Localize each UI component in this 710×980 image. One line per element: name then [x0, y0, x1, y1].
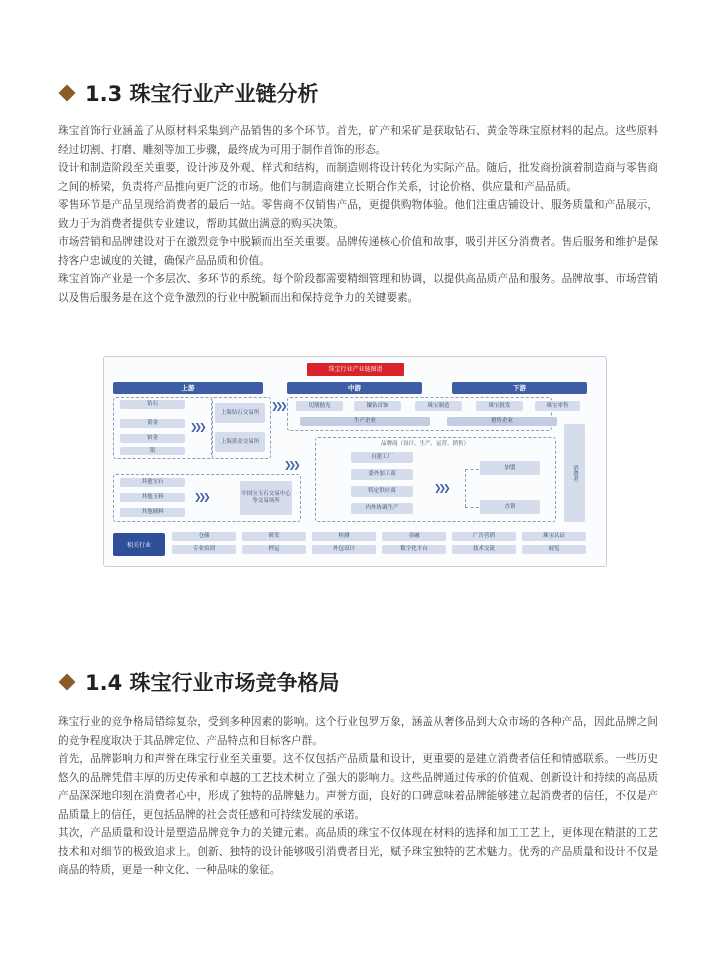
paragraph: 零售环节是产品呈现给消费者的最后一站。零售商不仅销售产品，更提供购物体验。他们注重店铺设计、服务质量和产品展示，致力于为消费者提供专业建议，帮助其做出满意的购买决策。 [58, 199, 658, 230]
paragraph: 市场营销和品牌建设对于在激烈竞争中脱颖而出至关重要。品牌传递核心价值和故事，吸引并区分消费者。售后服务和维护是保持客户忠诚度的关键，确保产品品质和价值。 [58, 236, 658, 267]
cell-direct-sales: 直销 [480, 500, 540, 514]
stage-midstream: 中游 [287, 382, 422, 394]
cell-gold: 黄金 [120, 419, 185, 428]
cell-shanghai-gold-exchange: 上海黄金交易所 [215, 432, 265, 452]
connector-line [465, 469, 479, 470]
cell-own-factory: 自建工厂 [351, 452, 413, 463]
section-1-4-title: 1.4 珠宝行业市场竞争格局 [85, 671, 340, 695]
section-1-3-body [58, 122, 658, 307]
cell-consumer: 消费者 [564, 424, 585, 522]
cell-escort: 押运 [242, 545, 306, 554]
cell-jewelry-wholesale: 珠宝批发 [476, 401, 523, 411]
diagram-title: 珠宝行业产业链图谱 [307, 363, 404, 376]
cell-other-gems: 其他宝石 [120, 478, 185, 487]
cell-advertising: 广告营销 [452, 532, 516, 541]
cell-cutting-polishing: 切割抛光 [296, 401, 343, 411]
cell-franchise: 加盟 [480, 461, 540, 475]
cell-rnd: 研发 [242, 532, 306, 541]
cell-outsourced-processor: 委外加工商 [351, 469, 413, 480]
section-1-4-heading [58, 667, 340, 697]
arrow-icon: ❯❯❯ [271, 402, 285, 412]
cell-exhibition: 展览 [522, 545, 586, 554]
arrow-icon: ❯❯❯ [194, 493, 208, 503]
cell-shanghai-diamond-exchange: 上海钻石交易所 [215, 403, 265, 423]
arrow-icon: ❯❯❯ [284, 461, 298, 471]
cell-production-enterprise: 生产企业 [300, 417, 430, 426]
connector-line [465, 469, 466, 507]
cell-coordinated-production: 内外协调生产 [351, 503, 413, 514]
section-1-3-heading [58, 78, 319, 108]
section-1-3-title: 1.3 珠宝行业产业链分析 [85, 82, 319, 106]
stage-downstream: 下游 [452, 382, 587, 394]
cell-platinum: 铂金 [120, 434, 185, 443]
stage-upstream: 上游 [113, 382, 263, 394]
cell-gem-trading-center: 中国宝玉石交易中心等交易场所 [240, 481, 292, 515]
cell-diamond: 钻石 [120, 400, 185, 409]
paragraph: 珠宝首饰产业是一个多层次、多环节的系统。每个阶段都需要精细管理和协调，以提供高品质产品和服务。品牌故事、市场营销以及售后服务是在这个竞争激烈的行业中脱颖而出和保持竞争力的关键要素。 [58, 273, 658, 304]
arrow-icon: ❯❯❯ [190, 423, 204, 433]
connector-line [465, 507, 479, 508]
cell-digital-platform: 数字化平台 [382, 545, 446, 554]
paragraph: 珠宝首饰行业涵盖了从原材料采集到产品销售的多个环节。首先，矿产和采矿是获取钻石、黄金等珠宝原材料的起点。这些原料经过切割、打磨、雕刻等加工步骤，最终成为可用于制作首饰的形态。 [58, 125, 658, 156]
cell-inlaid-jewelry: 镶钻首饰 [354, 401, 401, 411]
cell-professional-training: 专业培训 [172, 545, 236, 554]
paragraph: 设计和制造阶段至关重要，设计涉及外观、样式和结构，而制造则将设计转化为实际产品。随后，批发商扮演着制造商与零售商之间的桥梁，负责将产品推向更广泛的市场。他们与制造商建立长期合作关系，讨论价格、供应量和产品品质。 [58, 162, 658, 193]
paragraph: 珠宝行业的竞争格局错综复杂，受到多种因素的影响。这个行业包罗万象，涵盖从奢侈品到大众市场的各种产品，因此品牌之间的竞争程度取决于其品牌定位、产品特点和目标客户群。 [58, 716, 658, 747]
cell-jewelry-retail: 珠宝零售 [535, 401, 580, 411]
arrow-icon: ❯❯❯ [434, 484, 448, 494]
cell-tech-exchange: 技术交流 [452, 545, 516, 554]
cell-specific-supplier: 特定供应商 [351, 486, 413, 497]
cell-testing: 检测 [312, 532, 376, 541]
brand-label: 品牌商（设计、生产、运营、销售） [380, 441, 469, 447]
cell-jewelry-certification: 珠宝认证 [522, 532, 586, 541]
cell-other-jade: 其他玉料 [120, 493, 185, 502]
paragraph: 其次，产品质量和设计是塑造品牌竞争力的关键元素。高品质的珠宝不仅体现在材料的选择和加工工艺上，更体现在精湛的工艺技术和对细节的极致追求上。创新、独特的设计能够吸引消费者目光，赋予珠宝独特的艺术魅力。优秀的产品质量和设计不仅是商品的特质，更是一种文化、一种品味的象征。 [58, 827, 658, 876]
related-industries-label: 相关行业 [113, 533, 165, 556]
industry-chain-diagram [103, 356, 607, 567]
cell-warehousing: 仓储 [172, 532, 236, 541]
cell-finance: 金融 [382, 532, 446, 541]
section-1-4-body [58, 713, 658, 880]
diamond-bullet-icon [59, 85, 76, 102]
paragraph: 首先，品牌影响力和声誉在珠宝行业至关重要。这不仅包括产品质量和设计，更重要的是建立消费者信任和情感联系。一些历史悠久的品牌凭借丰厚的历史传承和卓越的工艺技术树立了强大的影响力。这些品牌通过传承的价值观、创新设计和持续的高品质产品深深地印刻在消费者心中，形成了独特的品牌魅力。声誉方面，良好的口碑意味着品牌能够建立起消费者的信任，不仅是产品质量上的信任，更包括品牌的社会责任感和可持续发展的承诺。 [58, 753, 658, 821]
diamond-bullet-icon [59, 674, 76, 691]
cell-other-accessories: 其他辅料 [120, 508, 185, 517]
cell-jewelry-manufacturing: 珠宝制造 [415, 401, 462, 411]
cell-silver: 银 [120, 447, 185, 455]
cell-outsourced-design: 外包设计 [312, 545, 376, 554]
cell-sales-enterprise: 销售企业 [447, 417, 557, 426]
